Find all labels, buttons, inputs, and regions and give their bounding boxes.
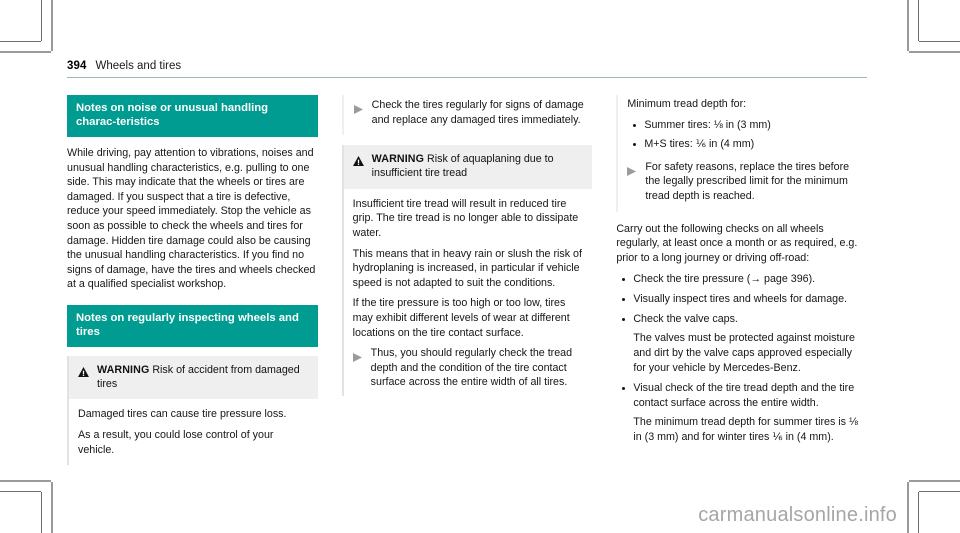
page-columns <box>67 95 867 475</box>
list-item <box>616 292 867 307</box>
list-item-note: The valves must be protected against moisture and dirt by the valve caps approved especially for your vehicle by Mercedes-Benz. <box>633 332 855 374</box>
warning-box-aquaplaning <box>342 145 593 396</box>
warning-title: Risk of accident from damaged tires <box>97 363 300 391</box>
warning-body <box>69 399 318 465</box>
crop-mark-top-left <box>0 0 60 56</box>
warning-label: WARNING <box>97 363 150 376</box>
action-replace-tires <box>627 158 859 206</box>
checks-intro: Carry out the following checks on all wheels regularly, at least once a month or as required, e.g. prior to a long journey or driving off-road: <box>616 222 858 264</box>
watermark: carmanualsonline.info <box>698 504 897 526</box>
warning-body-line: If the tire pressure is too high or too low, tires may exhibit different levels of wear at different locations on the tire contact surface. <box>352 297 570 339</box>
list-item-label: Visually inspect tires and wheels for damage. <box>633 293 848 306</box>
list-item-label: Check the valve caps. <box>633 312 738 325</box>
list-item <box>627 118 859 133</box>
warning-body-line: As a result, you could lose control of your vehicle. <box>78 428 274 456</box>
crop-mark-top-right <box>900 0 960 56</box>
tread-depth-intro: Minimum tread depth for: <box>627 98 747 110</box>
chapter-title: Wheels and tires <box>95 60 182 72</box>
bullet-dot-icon <box>622 318 625 321</box>
warning-header-text <box>97 363 310 391</box>
bullet-dot-icon <box>633 124 636 127</box>
warning-label: WARNING <box>371 153 425 166</box>
bullet-dot-icon <box>633 143 636 146</box>
bullet-dot-icon <box>622 278 625 281</box>
page-number: 394 <box>67 60 87 72</box>
warning-box-damaged-tires <box>67 356 318 465</box>
warning-body-line: Damaged tires can cause tire pressure loss. <box>78 408 287 421</box>
warning-body-line: Insufficient tire tread will result in reduced tire grip. The tire tread is no longer able to dissipate water. <box>352 197 579 239</box>
bullet-dot-icon <box>622 298 625 301</box>
list-item-label: Visual check of the tire tread depth and the tire contact surface across the entire width. <box>633 382 855 409</box>
warning-header-text <box>372 152 585 180</box>
crop-mark-bottom-left <box>0 477 60 533</box>
arrow-right-icon <box>353 349 362 367</box>
column-2 <box>342 95 593 475</box>
action-text: For safety reasons, replace the tires before the legally prescribed limit for the minimum tread depth is reached. <box>645 160 850 203</box>
section-heading-noise: Notes on noise or unusual handling charac-teristics <box>67 95 318 137</box>
section-heading-inspecting: Notes on regularly inspecting wheels and tires <box>67 305 318 347</box>
warning-triangle-icon <box>353 153 364 171</box>
arrow-right-icon <box>354 101 363 119</box>
tread-depth-info-box <box>616 95 867 212</box>
arrow-right-icon <box>627 163 636 181</box>
list-item <box>616 381 867 410</box>
warning-body-line: This means that in heavy rain or slush the risk of hydroplaning is increased, in particular if vehicle speed is not adapted to suit the conditions. <box>352 247 582 289</box>
wheel-checks-list <box>616 272 867 444</box>
paragraph-noise-handling: While driving, pay attention to vibrations, noises and unusual handling characteristics, e.g. pulling to one side. This may indicate that the wheels or tires are damaged. If you suspect that a tire is defective, reduce your speed immediately. Stop the vehicle as soon as possible to check the wheels and tires for damage. Hidden tire damage could also be causing the unusual handling characteristics. If you find no signs of damage, have the tires and wheels checked at a qualified specialist workshop. <box>67 146 316 291</box>
action-text: Check the tires regularly for signs of damage and replace any damaged tires immediately. <box>371 99 584 126</box>
action-text: Thus, you should regularly check the tread depth and the condition of the tire contact surface across the entire width of all tires. <box>370 347 573 389</box>
page-header <box>67 60 867 78</box>
list-item-label: M+S tires: ⅙ in (4 mm) <box>644 138 755 151</box>
warning-header <box>344 145 593 188</box>
crop-mark-bottom-right <box>900 477 960 533</box>
warning-header <box>69 356 318 399</box>
column-3 <box>616 95 867 475</box>
list-item-note: The minimum tread depth for summer tires is ⅛ in (3 mm) and for winter tires ⅙ in (4 mm). <box>633 416 858 443</box>
list-item-label: Check the tire pressure (→ page 396). <box>633 273 816 286</box>
list-item <box>616 312 867 327</box>
list-item-label: Summer tires: ⅛ in (3 mm) <box>644 118 771 131</box>
tread-depth-list <box>627 118 859 152</box>
action-check-tires-regularly <box>342 95 593 135</box>
manual-page <box>67 60 867 460</box>
bullet-dot-icon <box>622 387 625 390</box>
column-1 <box>67 95 318 475</box>
warning-title: Risk of aquaplaning due to insufficient tire tread <box>371 153 554 180</box>
action-check-tread-depth <box>353 346 585 392</box>
warning-triangle-icon <box>78 364 89 382</box>
list-item <box>616 272 867 287</box>
warning-body <box>344 189 593 396</box>
list-item <box>627 137 859 152</box>
